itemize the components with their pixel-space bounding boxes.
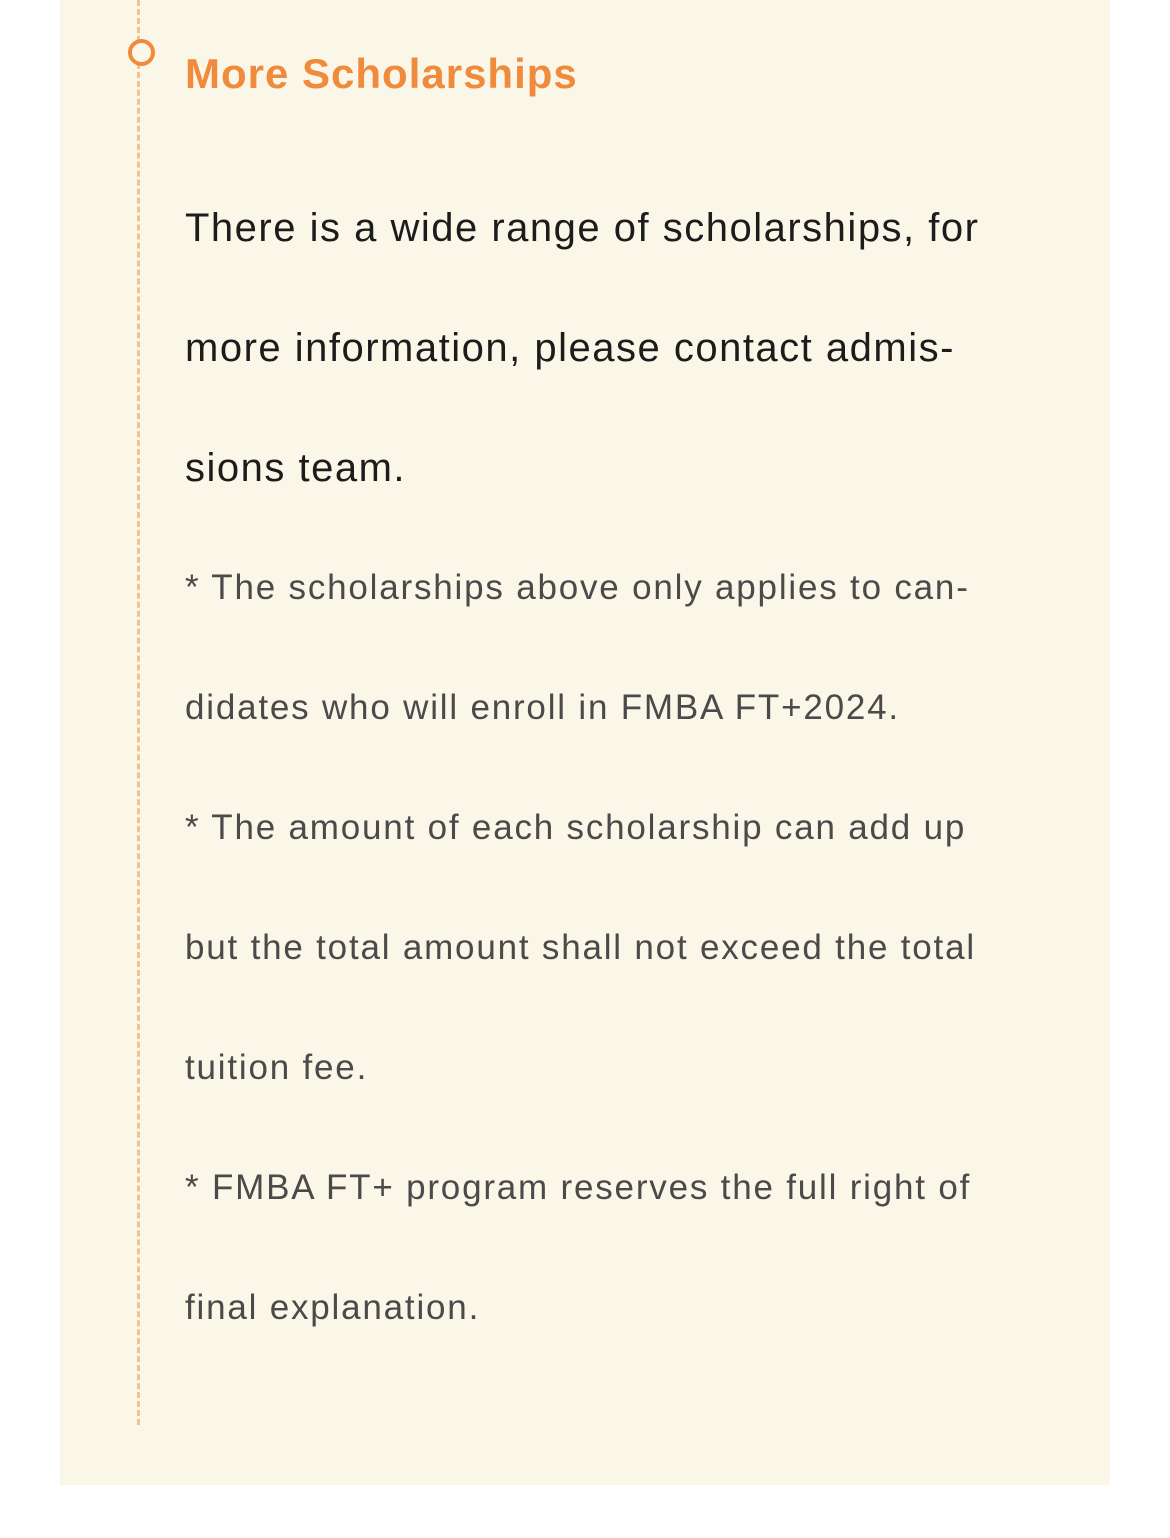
note-line: didates who will enroll in FMBA FT+2024.: [185, 688, 900, 727]
section-heading: More Scholarships: [185, 50, 578, 97]
description-line: sions team.: [185, 446, 407, 490]
note-line: but the total amount shall not exceed the total: [185, 928, 976, 967]
description-line: There is a wide range of scholarships, for: [185, 206, 980, 250]
note-line: * FMBA FT+ program reserves the full right of: [185, 1168, 972, 1207]
note-line: * The amount of each scholarship can add up: [185, 808, 967, 847]
note-line: * The scholarships above only applies to can-: [185, 568, 970, 607]
timeline-circle-icon: [128, 39, 155, 66]
note-line: tuition fee.: [185, 1048, 369, 1087]
scholarship-notes: [185, 528, 1065, 1368]
timeline-dashed-line: [137, 0, 140, 1425]
note-line: final explanation.: [185, 1288, 481, 1327]
scholarship-description: [185, 168, 1065, 528]
description-line: more information, please contact admis-: [185, 326, 955, 370]
